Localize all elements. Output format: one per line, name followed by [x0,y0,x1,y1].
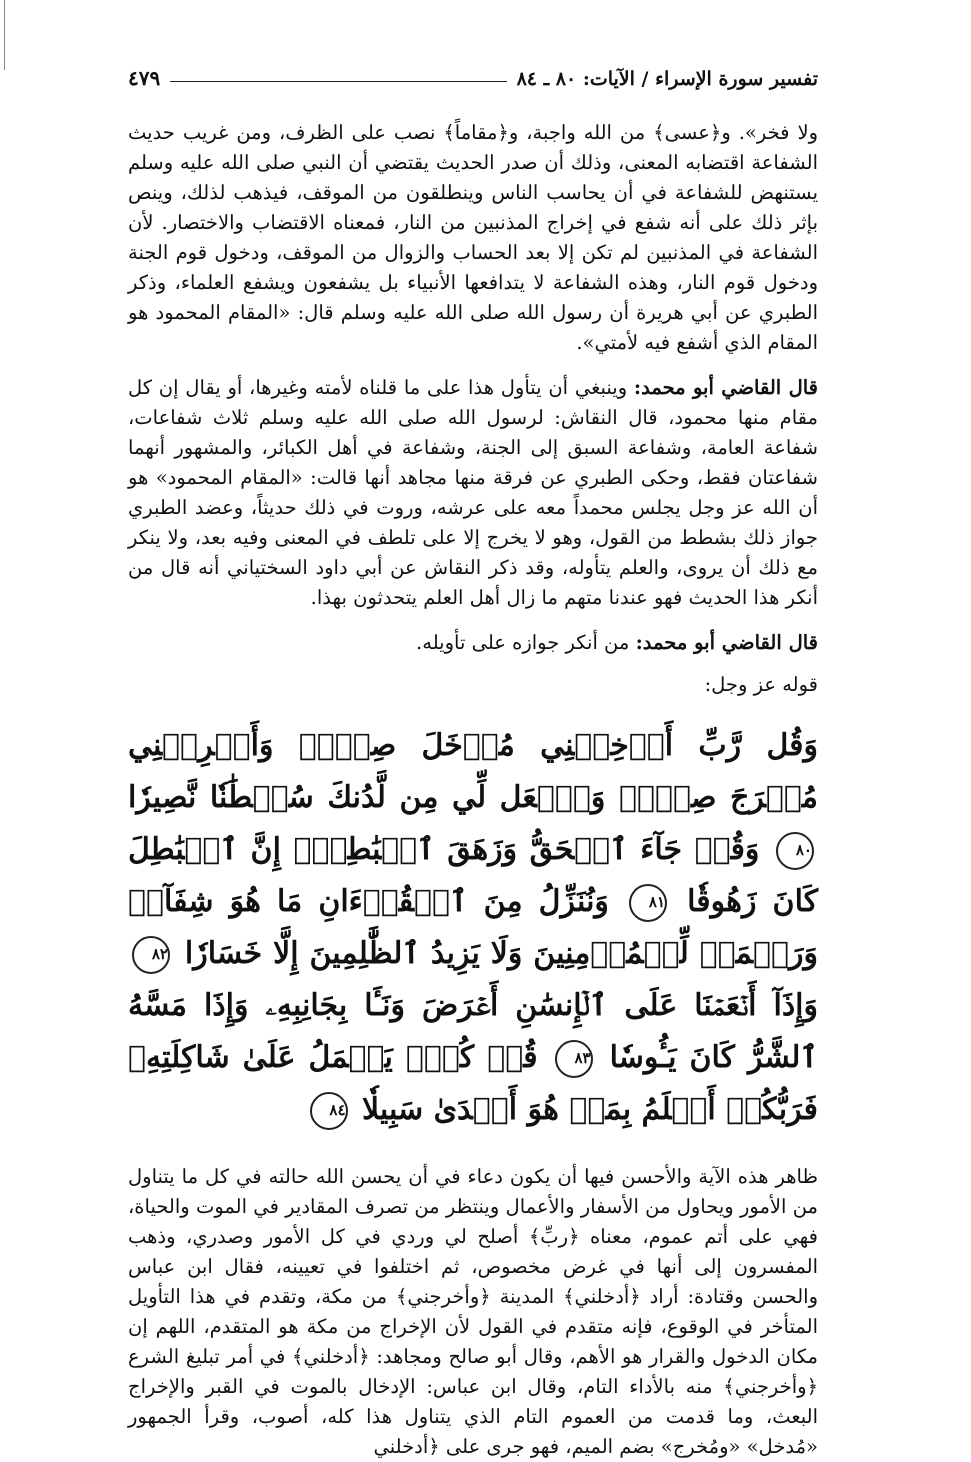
ayah-82: وَنُنَزِّلُ مِنَ ٱلۡقُرۡءَانِ مَا هُوَ شِفَآءٞ وَرَحۡمَةٞ لِّلۡمُؤۡمِنِينَ وَلَا يَزِيدُ ٱلظَّٰلِمِينَ إِلَّا خَسَارٗا [128,884,819,971]
ayah-number-marker: ٨٣ [555,1040,593,1078]
ayah-80: وَقُل رَّبِّ أَدۡخِلۡنِي مُدۡخَلَ صِدۡقٖ وَأَخۡرِجۡنِي مُخۡرَجَ صِدۡقٖ وَٱجۡعَل لِّي مِن لَّدُنكَ سُلۡطَٰنٗا نَّصِيرٗا [128,728,818,815]
ayah-83: وَإِذَآ أَنۡعَمۡنَا عَلَى ٱلۡإِنسَٰنِ أَعۡرَضَ وَنَـَٔا بِجَانِبِهِۦ وَإِذَا مَسَّهُ ٱلشَّرُّ كَانَ يَـُٔوسٗا [128,988,818,1075]
ayah-81: وَقُلۡ جَآءَ ٱلۡحَقُّ وَزَهَقَ ٱلۡبَٰطِلُۚ إِنَّ ٱلۡبَٰطِلَ كَانَ زَهُوقٗا [128,832,818,919]
ayah-number-marker: ٨٢ [132,936,170,974]
paragraph-commentary: ظاهر هذه الآية والأحسن فيها أن يكون دعاء في أن يحسن الله حالته في كل ما يتناول من الأمور ويحاول من الأسفار والأعمال وينتظر من تصرف المقادير في الموت والحياة، فهي على أتم عموم، معناه ﴿ربِّ﴾ أصلح لي وردي في كل الأمور وصدري، وذهب المفسرون إلى أنها في غرض مخصوص، ثم اختلفوا في تعيينه، فقال ابن عباس والحسن وقتادة: أراد ﴿أدخلني﴾ المدينة ﴿وأخرجني﴾ من مكة، وتقدم في هذا التأويل المتأخر في الوقوع، فإنه متقدم في القول لأن الإخراج من مكة هو المتقدم، اللهم إن مكان الدخول والقرار هو الأهم، وقال أبو صالح ومجاهد: ﴿أدخلني﴾ في أمر تبليغ الشرع ﴿وأخرجني﴾ منه بالأداء التام، وقال ابن عباس: الإدخال بالموت في القبر والإخراج البعث، وما قدمت من العموم التام الذي يتناول هذا كله، أصوب، وقرأ الجمهور «مُدخل» «ومُخرج» بضم الميم، فهو جرى على ﴿أدخلني [128,1165,818,1458]
ayah-84: قُلۡ كُلّٞ يَعۡمَلُ عَلَىٰ شَاكِلَتِهِۦ فَرَبُّكُمۡ أَعۡلَمُ بِمَنۡ هُوَ أَهۡدَىٰ سَبِيلٗا [128,1040,818,1127]
paragraph-qadi-1 [128,373,818,613]
ayah-number-marker: ٨٤ [310,1092,348,1130]
speaker-label: قال القاضي أبو محمد: [633,376,818,399]
paragraph-intercession: ولا فخر». و﴿عسى﴾ من الله واجبة، و﴿مقاماً﴾ نصب على الظرف، ومن غريب حديث الشفاعة اقتضابه المعنى، وذلك أن صدر الحديث يقتضي أن النبي صلى الله عليه وسلم يستنهض للشفاعة في أن يحاسب الناس وينطلقون من الموقف، فيذهب لذلك، وينص بإثر ذلك على أنه شفع في إخراج المذنبين من النار، فمعناه الاقتضاب والاختصار. لأن الشفاعة في المذنبين لم تكن إلا بعد الحساب والزوال من الموقف، ودخول قوم الجنة ودخول قوم النار، وهذه الشفاعة لا يتدافعها الأنبياء بل يشفعون ويشفع العلماء، وذكر الطبري عن أبي هريرة أن رسول الله صلى الله عليه وسلم قال: «المقام المحمود هو المقام الذي أشفع فيه لأمتي». [128,121,818,354]
ayah-number-marker: ٨١ [629,884,667,922]
chapter-title: تفسير سورة الإسراء / الآيات: ٨٠ ـ ٨٤ [516,68,818,90]
paragraph-qadi-2 [128,628,818,658]
ayah-number-marker: ٨٠ [776,832,814,870]
speaker-label: قال القاضي أبو محمد: [635,631,818,654]
scan-edge-line [4,0,5,70]
header-rule [170,81,506,82]
page-number: ٤٧٩ [128,66,161,90]
running-header [128,58,818,90]
quran-verses [128,720,818,1136]
book-page [128,58,818,1462]
verse-intro: قوله عز وجل: [704,673,818,696]
paragraph-text: وينبغي أن يتأول هذا على ما قلناه لأمته وغيرها، أو يقال إن كل مقام منها محمود، قال النقاش: لرسول الله صلى الله عليه وسلم ثلاث شفاعات، شفاعة العامة، وشفاعة السبق إلى الجنة، وشفاعة في أهل الكبائر، والمشهور أنهما شفاعتان فقط، وحكى الطبري عن فرقة منها مجاهد أنها قالت: «المقام المحمود» هو أن الله عز وجل يجلس محمداً معه على عرشه، وروت في ذلك حديثاً، وعضد الطبري جواز ذلك بشطط من القول، وهو لا يخرج إلا على تلطف في المعنى وفيه بعد، ولا ينكر مع ذلك أن يروى، والعلم يتأوله، وقد ذكر النقاش عن أبي داود السختياني أنه قال من أنكر هذا الحديث فهو عندنا متهم ما زال أهل العلم يتحدثون بهذا. [128,376,818,609]
paragraph-text: من أنكر جوازه على تأويله. [416,631,630,654]
